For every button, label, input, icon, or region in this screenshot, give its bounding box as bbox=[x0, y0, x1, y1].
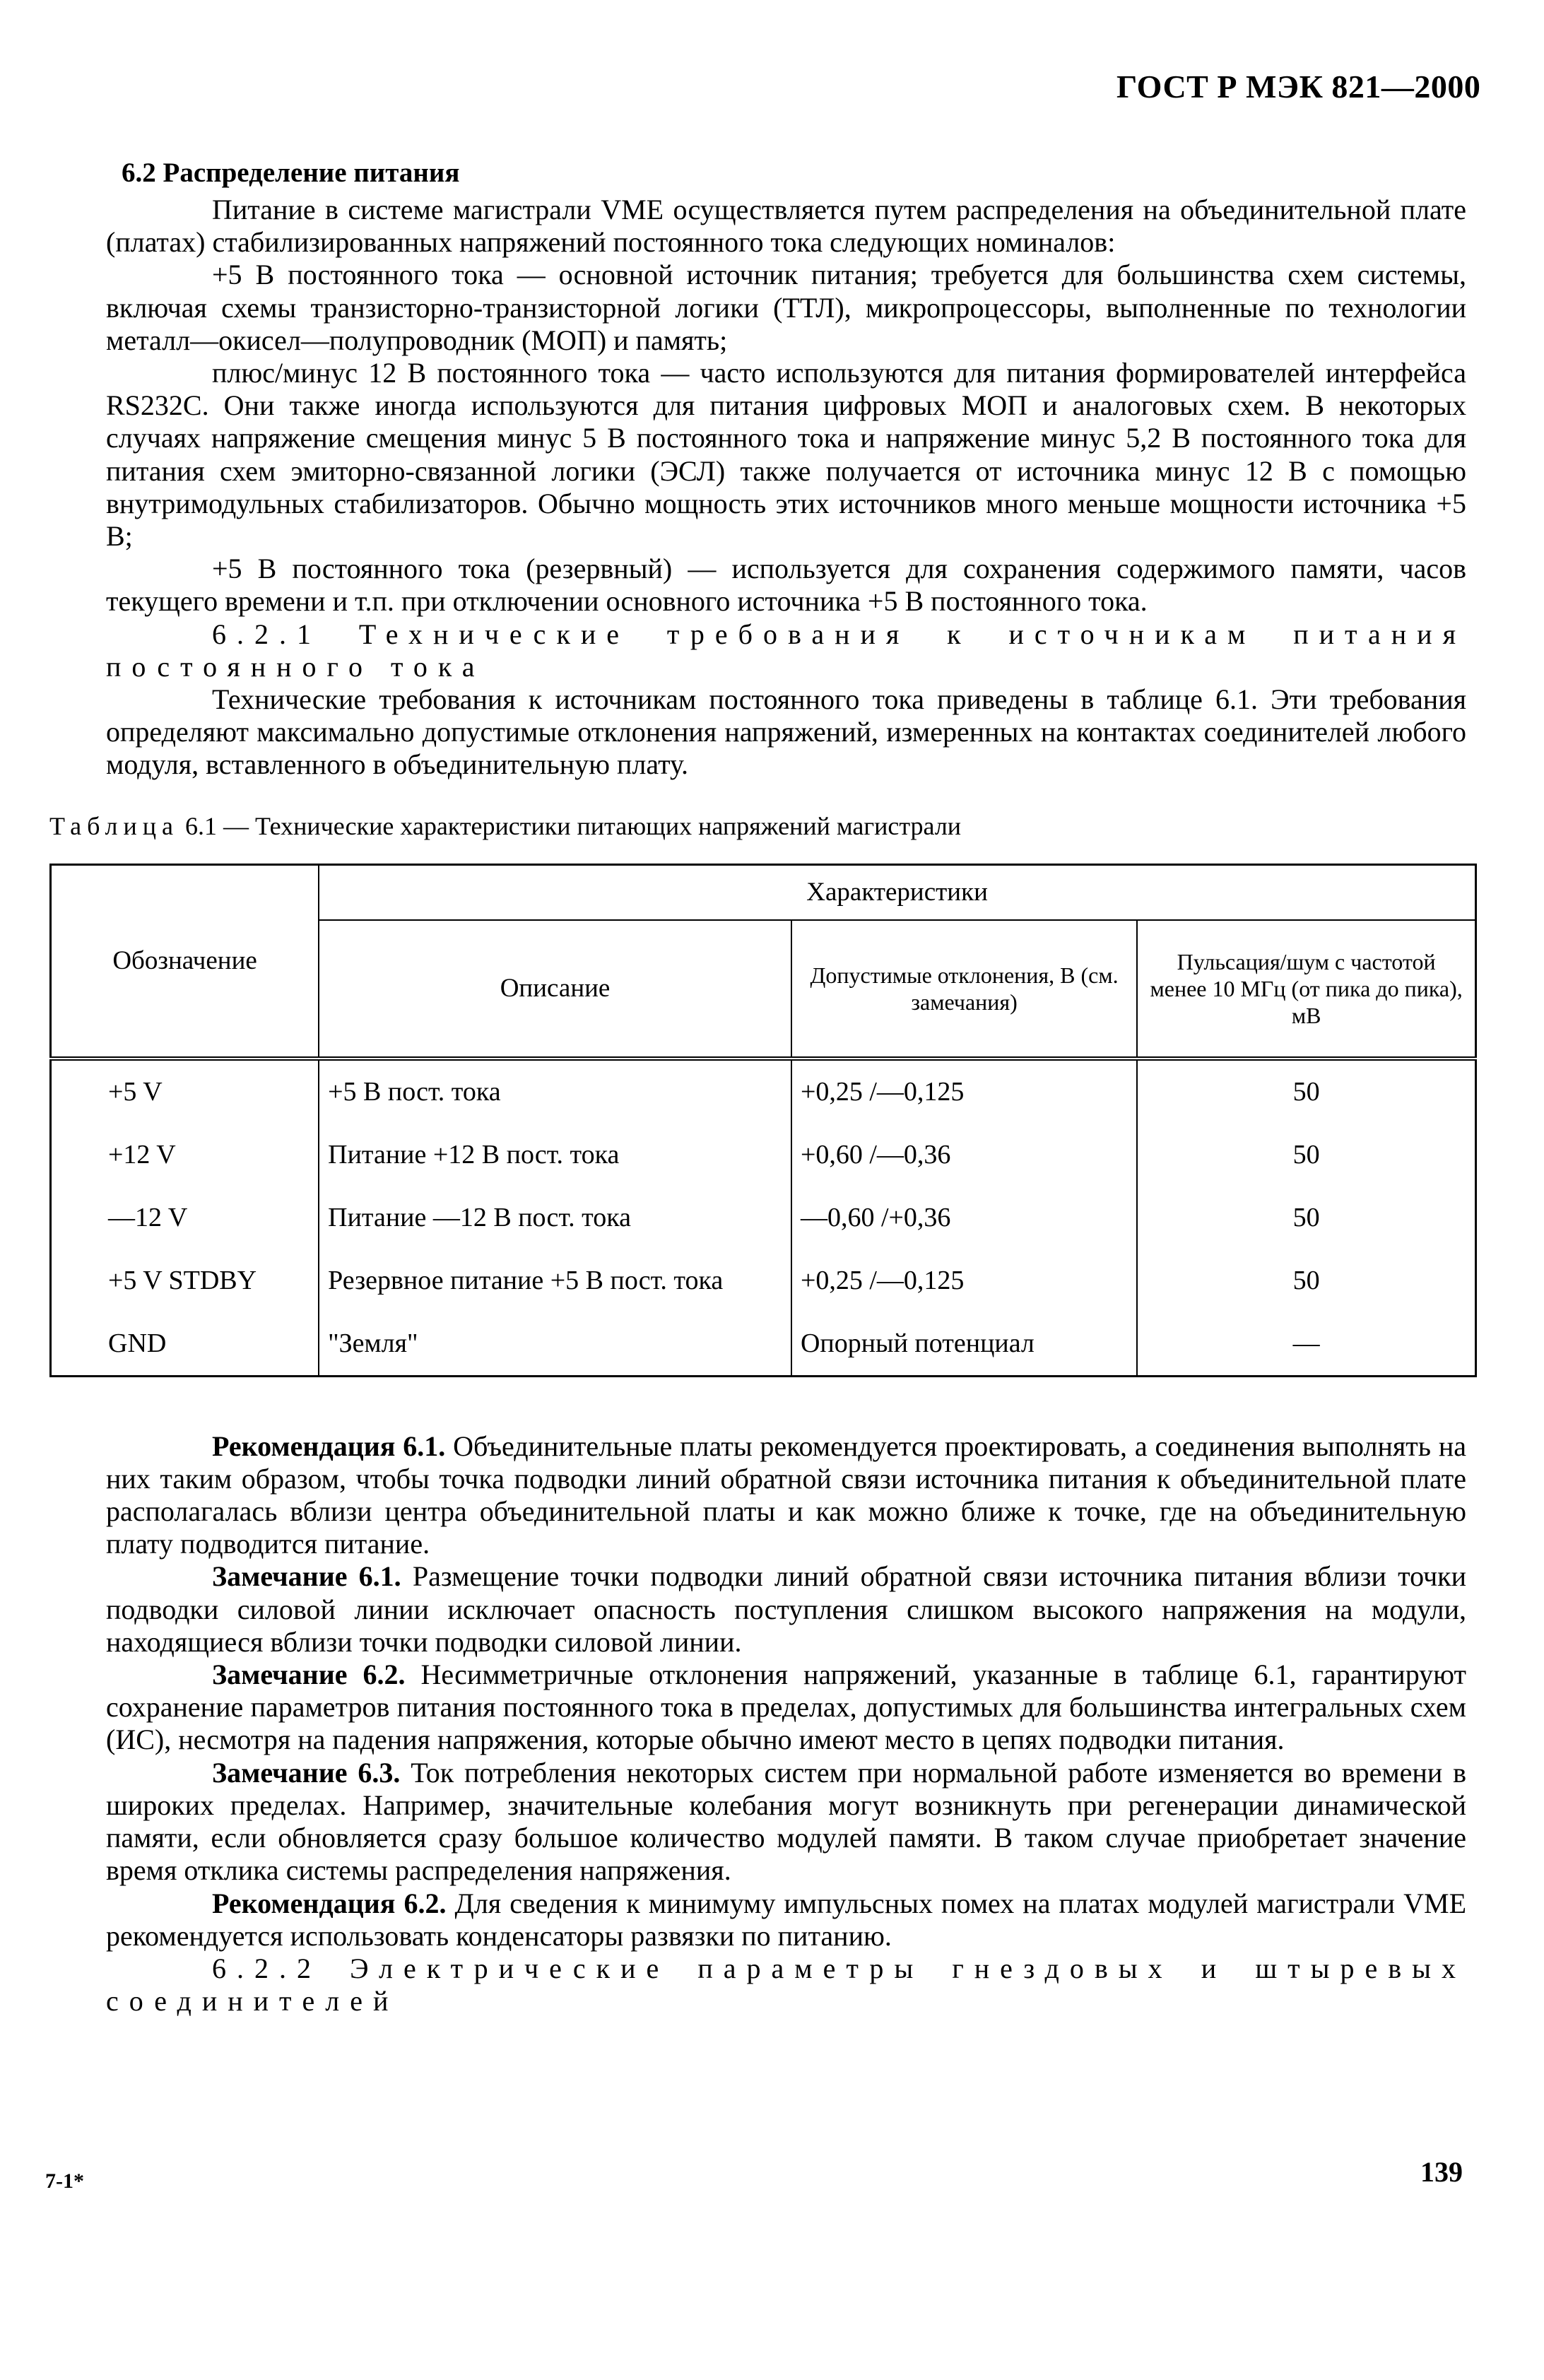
power-specs-table bbox=[49, 864, 1477, 1377]
page-number: 139 bbox=[1420, 2156, 1463, 2188]
header-tolerance: Допустимые отклонения, В (см. замечания) bbox=[791, 920, 1137, 1059]
section-paragraph-4: +5 В постоянного тока (резервный) — используется для сохранения содержимого памяти, часов текущего времени и т.п. при отключении основного источника +5 В постоянного тока. bbox=[106, 553, 1466, 618]
cell-ripple: 50 bbox=[1137, 1249, 1475, 1312]
cell-ripple: — bbox=[1137, 1312, 1475, 1377]
section-paragraph-2: +5 В постоянного тока — основной источник питания; требуется для большинства схем системы, включая схемы транзисторно-транзисторной логики (ТТЛ), микропроцессоры, выполненные по технологии металл—окисел—полупроводник (МОП) и память; bbox=[106, 259, 1466, 356]
recommendation-6-2 bbox=[106, 1887, 1466, 1952]
page-content bbox=[49, 157, 1467, 2017]
cell-tolerance: +0,25 /—0,125 bbox=[791, 1059, 1137, 1124]
header-description: Описание bbox=[319, 920, 791, 1059]
cell-designation: +12 V bbox=[51, 1124, 319, 1186]
cell-description: Резервное питание +5 В пост. тока bbox=[319, 1249, 791, 1312]
cell-tolerance: Опорный потенциал bbox=[791, 1312, 1137, 1377]
cell-description: Питание —12 В пост. тока bbox=[319, 1186, 791, 1249]
section-paragraph-1: Питание в системе магистрали VME осуществляется путем распределения на объединительной плате (платах) стабилизированных напряжений постоянного тока следующих номиналов: bbox=[106, 194, 1466, 259]
sheet-mark: 7-1* bbox=[45, 2169, 84, 2193]
cell-tolerance: +0,60 /—0,36 bbox=[791, 1124, 1137, 1186]
remark-6-3 bbox=[106, 1757, 1466, 1887]
note-label: Рекомендация 6.2. bbox=[212, 1887, 447, 1919]
cell-tolerance: +0,25 /—0,125 bbox=[791, 1249, 1137, 1312]
cell-designation: +5 V bbox=[51, 1059, 319, 1124]
table-row bbox=[51, 1124, 1476, 1186]
note-label: Замечание 6.3. bbox=[212, 1756, 401, 1789]
cell-description: "Земля" bbox=[319, 1312, 791, 1377]
cell-designation: GND bbox=[51, 1312, 319, 1377]
remark-6-2 bbox=[106, 1659, 1466, 1757]
cell-ripple: 50 bbox=[1137, 1186, 1475, 1249]
cell-designation: +5 V STDBY bbox=[51, 1249, 319, 1312]
table-caption bbox=[49, 810, 1466, 842]
remark-6-1 bbox=[106, 1560, 1466, 1659]
note-text: Для сведения к минимуму импульсных помех на платах модулей магистрали VME рекомендуется использовать конденсаторы развязки по питанию. bbox=[106, 1887, 1467, 1952]
header-characteristics: Характеристики bbox=[319, 864, 1475, 920]
subsection-6-2-2-heading: 6.2.2 Электрические параметры гнездовых и штыревых соединителей bbox=[106, 1952, 1466, 2017]
note-label: Замечание 6.2. bbox=[212, 1659, 406, 1691]
note-text: Размещение точки подводки линий обратной связи источника питания вблизи точки подводки силовой линии исключает опасность поступления слишком высокого напряжения на модули, находящиеся вблизи точки подводки силовой линии. bbox=[106, 1560, 1467, 1658]
header-ripple: Пульсация/шум с частотой менее 10 МГц (от пика до пика), мВ bbox=[1137, 920, 1475, 1059]
cell-description: Питание +12 В пост. тока bbox=[319, 1124, 791, 1186]
table-row bbox=[51, 1059, 1476, 1124]
table-caption-label: Таблица bbox=[49, 811, 179, 840]
note-text: Ток потребления некоторых систем при нормальной работе изменяется во времени в широких пределах. Например, значительные колебания могут возникнуть при регенерации динамической памяти, если обновляется сразу большое количество модулей памяти. В таком случае приобретает значение время отклика системы распределения напряжения. bbox=[106, 1756, 1466, 1887]
table-row bbox=[51, 1249, 1476, 1312]
cell-ripple: 50 bbox=[1137, 1059, 1475, 1124]
subsection-6-2-1-heading: 6.2.1 Технические требования к источникам питания постоянного тока bbox=[106, 618, 1466, 683]
note-label: Рекомендация 6.1. bbox=[212, 1430, 446, 1462]
table-caption-text: 6.1 — Технические характеристики питающих напряжений магистрали bbox=[184, 811, 962, 840]
table-row bbox=[51, 1312, 1476, 1377]
document-header: ГОСТ Р МЭК 821—2000 bbox=[1116, 69, 1481, 105]
section-title: 6.2 Распределение питания bbox=[122, 158, 460, 188]
note-label: Замечание 6.1. bbox=[212, 1560, 401, 1593]
cell-tolerance: —0,60 /+0,36 bbox=[791, 1186, 1137, 1249]
recommendation-6-1 bbox=[106, 1430, 1466, 1561]
note-text: Несимметричные отклонения напряжений, указанные в таблице 6.1, гарантируют сохранение параметров питания постоянного тока в пределах, допустимых для большинства интегральных схем (ИС), несмотря на падения напряжения, которые обычно имеют место в цепях подводки питания. bbox=[106, 1659, 1467, 1756]
header-designation: Обозначение bbox=[51, 864, 319, 1059]
cell-designation: —12 V bbox=[51, 1186, 319, 1249]
cell-ripple: 50 bbox=[1137, 1124, 1475, 1186]
subsection-6-2-1-paragraph: Технические требования к источникам постоянного тока приведены в таблице 6.1. Эти требования определяют максимально допустимые отклонения напряжений, измеренных на контактах соединителей любого модуля, вставленного в объединительную плату. bbox=[106, 683, 1466, 781]
cell-description: +5 В пост. тока bbox=[319, 1059, 791, 1124]
section-paragraph-3: плюс/минус 12 В постоянного тока — часто используются для питания формирователей интерфейса RS232C. Они также иногда используются для питания цифровых МОП и аналоговых схем. В некоторых случаях напряжение смещения минус 5 В постоянного тока и напряжение минус 5,2 В постоянного тока для питания схем эмиторно-связанной логики (ЭСЛ) также получается от источника минус 12 В с помощью внутримодульных стабилизаторов. Обычно мощность этих источников много меньше мощности источника +5 В; bbox=[106, 357, 1466, 553]
notes-block bbox=[106, 1430, 1466, 2018]
note-text: Объединительные платы рекомендуется проектировать, а соединения выполнять на них таким образом, чтобы точка подводки линий обратной связи источника питания к объединительной плате располагалась вблизи центра объединительной платы и как можно ближе к точке, где на объединительную плату подводится питание. bbox=[106, 1430, 1467, 1560]
table-row bbox=[51, 1186, 1476, 1249]
